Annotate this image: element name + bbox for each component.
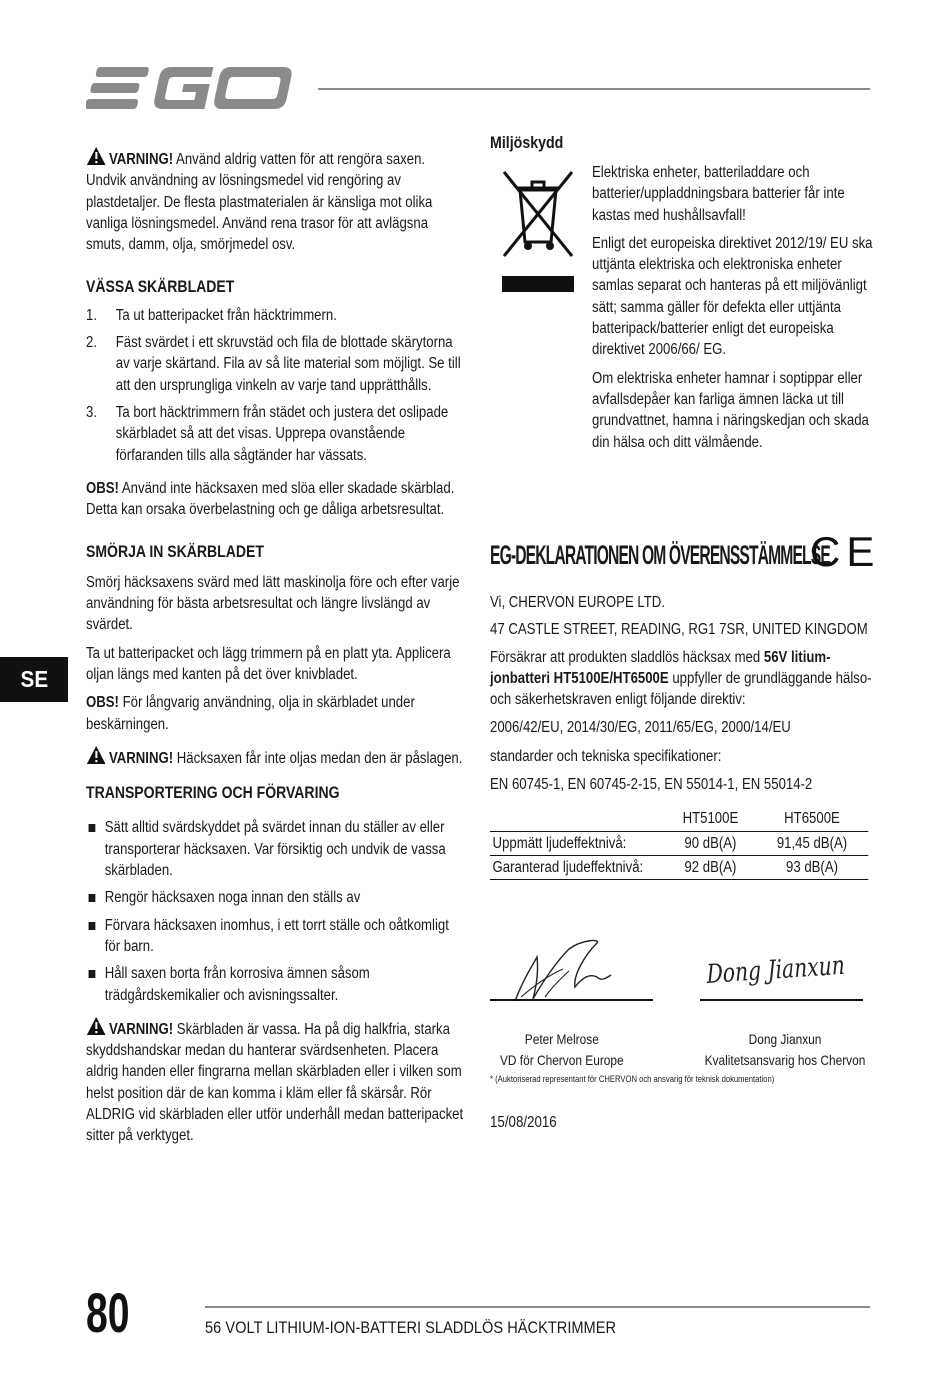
section-heading-transport: TRANSPORTERING OCH FÖRVARING: [86, 784, 340, 803]
bullet-square-icon: [89, 824, 96, 832]
warning-text: Skärbladen är vassa. Ha på dig halkfria, starka skyddshandskar medan du hanterar svärdsenheten. Placera aldrig handen eller fingrarna mellan skärbladen eller i vilken som helst position där de kan komma i kläm eller få skärsår. Rör ALDRIG vid skärbladen eller utför underhåll medan batteripacket sitter på verktyget.: [86, 1020, 464, 1145]
note-text: För långvarig användning, olja in skärbladet under beskärningen.: [86, 694, 415, 733]
list-item: Håll saxen borta från korrosiva ämnen såsom trädgårdskemikalier och avisningssalter.: [86, 963, 464, 1006]
environment-heading: Miljöskydd: [490, 134, 564, 152]
warning-triangle-icon: [86, 745, 106, 765]
warning-cleaning: [86, 146, 464, 255]
section-heading-lubricate: SMÖRJA IN SKÄRBLADET: [86, 543, 264, 562]
sound-level-table: [490, 807, 868, 880]
list-item: 1. Ta ut batteripacket från häcktrimmern.: [86, 306, 337, 324]
language-tab-label: SE: [20, 666, 48, 692]
list-item: Sätt alltid svärdskyddet på svärdet innan du ställer av eller transporterar häcksaxen. Var försiktig och undvik de vassa skärbladen.: [86, 817, 464, 881]
warning-text: Använd aldrig vatten för att rengöra saxen. Undvik användning av lösningsmedel vid rengöring av plastdetaljer. De flesta plastmaterialen är känsliga mot olika vanliga lösningsmedel. Använd rena trasor för att avlägsna smuts, damm, olja, smörjmedel osv.: [86, 151, 433, 254]
declaration-product: Försäkrar att produkten sladdlös häcksax med 56V litium-jonbatteri HT5100E/HT6500E uppfyller de grundläggande hälso- och säkerhetskraven enligt följande direktiv:: [490, 648, 872, 709]
env-paragraph-3: Om elektriska enheter hamnar i soptippar eller avfallsdepåer kan farliga ämnen läcka ut till grundvattnet, hamna i näringskedjan och skada din hälsa och ditt välmående.: [592, 369, 869, 451]
ego-logo: [86, 64, 300, 114]
bullet-square-icon: [89, 970, 96, 978]
list-item: Rengör häcksaxen noga innan den ställs av: [86, 887, 464, 908]
declaration-date: 15/08/2016: [490, 1114, 557, 1131]
warning-label: VARNING!: [108, 1020, 174, 1038]
table-row: Uppmätt ljudeffektnivå: 90 dB(A) 91,45 dB(A): [490, 831, 868, 855]
signature-peter-melrose: [505, 935, 615, 1003]
declaration-title: EG-DEKLARATIONEN OM ÖVERENSSTÄMMELSE: [490, 540, 830, 570]
warning-triangle-icon: [86, 1016, 106, 1036]
warning-lubricate: [86, 745, 464, 769]
note-label: OBS!: [86, 694, 119, 712]
list-item: 2. Fäst svärdet i ett skruvstäd och fila de blottade skärytorna av varje skärtand. Fila av så lite material som möjligt. Se till att den ursprungliga vinkeln av varje tand upprätthålls.: [86, 334, 461, 394]
warning-label: VARNING!: [108, 151, 174, 168]
signer-right: [700, 1029, 870, 1071]
environment-text: [592, 162, 877, 453]
declaration-directives: 2006/42/EU, 2014/30/EG, 2011/65/EG, 2000/14/EU: [490, 719, 791, 737]
signer-role: VD för Chervon Europe: [499, 1052, 624, 1068]
declaration-heading: [490, 540, 830, 580]
footer-rule: [205, 1306, 870, 1308]
signer-name: Peter Melrose: [524, 1031, 599, 1047]
declaration-standards: EN 60745-1, EN 60745-2-15, EN 55014-1, EN 55014-2: [490, 776, 813, 794]
environment-section: [490, 133, 875, 154]
header-rule: [318, 88, 870, 90]
section-heading-sharpen: VÄSSA SKÄRBLADET: [86, 278, 235, 297]
warning-triangle-icon: [86, 146, 106, 166]
warning-label: VARNING!: [108, 749, 174, 767]
bullet-square-icon: [89, 894, 96, 902]
lubricate-paragraph-1: Smörj häcksaxens svärd med lätt maskinolja före och efter varje användning för bästa arbetsresultat och längre livslängd av svärdet.: [86, 573, 460, 634]
weee-bin-icon: [500, 168, 576, 292]
footer-title: 56 VOLT LITHIUM-ION-BATTERI SLADDLÖS HÄCKTRIMMER: [205, 1318, 617, 1337]
footnote: * (Auktoriserad representant för CHERVON och ansvarig för teknisk dokumentation): [490, 1074, 775, 1084]
table-header-row: HT5100E HT6500E: [682, 810, 840, 828]
warning-blades: [86, 1016, 464, 1147]
signature-dong-jianxun: Dong Jianxun: [706, 950, 846, 990]
declaration-company: Vi, CHERVON EUROPE LTD.: [490, 594, 665, 611]
list-item: Förvara häcksaxen inomhus, i ett torrt ställe och oåtkomligt för barn.: [86, 915, 464, 958]
signer-left: [487, 1029, 637, 1071]
note-label: OBS!: [86, 479, 119, 497]
warning-text: Häcksaxen får inte oljas medan den är påslagen.: [176, 749, 463, 767]
sharpen-steps: [86, 305, 464, 466]
declaration-body: [490, 592, 875, 880]
page-number: 80: [86, 1281, 130, 1344]
note-lubricate: [86, 692, 464, 735]
table-row: Garanterad ljudeffektnivå: 92 dB(A) 93 dB(A): [490, 855, 868, 879]
signer-name: Dong Jianxun: [748, 1031, 822, 1047]
note-sharpen: [86, 478, 464, 521]
transport-bullets: [86, 817, 464, 1005]
env-paragraph-2: Enligt det europeiska direktivet 2012/19/ EU ska uttjänta elektriska och elektroniska enheter samlas separat och hanteras på ett miljövänligt sätt; samma gäller för defekta eller uttjänta batteripack/batterier enligt det europeiska direktivet 2006/66/ EG.: [592, 234, 873, 359]
language-tab: [0, 657, 68, 702]
env-paragraph-1: Elektriska enheter, batteriladdare och batterier/uppladdningsbara batterier får inte kastas med hushållsavfall!: [592, 164, 845, 224]
signature-line-right: [700, 999, 863, 1001]
lubricate-paragraph-2: Ta ut batteripacket och lägg trimmern på en platt yta. Applicera oljan längs med kanten på det över knivbladet.: [86, 644, 451, 683]
signer-role: Kvalitetsansvarig hos Chervon: [704, 1052, 866, 1068]
declaration-address: 47 CASTLE STREET, READING, RG1 7SR, UNITED KINGDOM: [490, 621, 868, 639]
left-column: [86, 146, 526, 1147]
signature-line-left: [490, 999, 653, 1001]
note-text: Använd inte häcksaxen med slöa eller skadade skärblad. Detta kan orsaka överbelastning och ge dåliga arbetsresultat.: [86, 479, 455, 519]
list-item: 3. Ta bort häcktrimmern från städet och justera det oslipade skärbladet så att det visas. Upprepa ovanstående förfaranden tills alla sågtänder har vässats.: [86, 403, 449, 464]
header: [0, 0, 950, 130]
ce-mark-icon: CE: [810, 528, 881, 575]
bullet-square-icon: [89, 922, 96, 930]
declaration-standards-label: standarder och tekniska specifikationer:: [490, 747, 722, 765]
